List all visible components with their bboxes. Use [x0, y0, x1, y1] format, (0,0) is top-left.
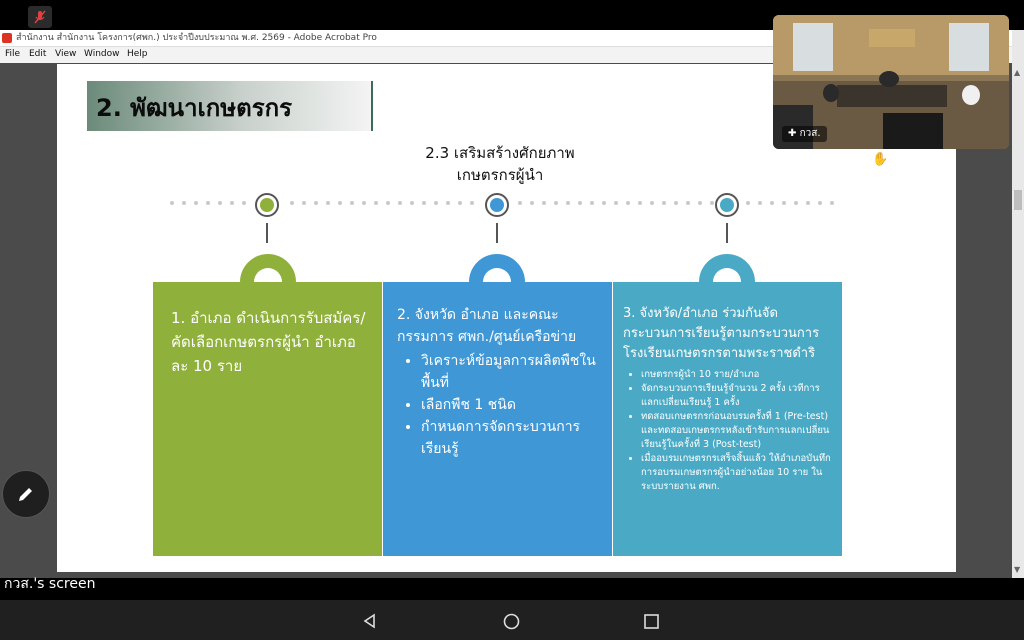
timeline-node-3 [715, 193, 739, 217]
slide-heading: 2. พัฒนาเกษตรกร [96, 94, 293, 122]
timeline-dot [434, 201, 438, 205]
timeline-dot [518, 201, 522, 205]
acrobat-icon [2, 33, 12, 43]
timeline-dot [554, 201, 558, 205]
timeline-dot [578, 201, 582, 205]
timeline-dot [794, 201, 798, 205]
mic-muted-icon[interactable] [28, 6, 52, 28]
card-3-bullet: • เมื่ออบรมเกษตรกรเสร็จสิ้นแล้ว ให้อำเภอบันทึกการอบรมเกษตรกรผู้นำอย่างน้อย 10 ราย ในระบบรายงาน ศพก. [641, 452, 837, 494]
timeline-dot [374, 201, 378, 205]
timeline-dot [806, 201, 810, 205]
timeline-connector-2 [496, 223, 498, 243]
timeline-dot [662, 201, 666, 205]
timeline-dot [698, 201, 702, 205]
timeline-dot [218, 201, 222, 205]
timeline-dot [542, 201, 546, 205]
timeline-dot [398, 201, 402, 205]
step-card-1 [153, 282, 382, 556]
timeline-connector-1 [266, 223, 268, 243]
card-3-bullet: • เกษตรกรผู้นำ 10 ราย/อำเภอ [641, 368, 837, 382]
timeline-dot [422, 201, 426, 205]
timeline-dot [674, 201, 678, 205]
card-1-title: 1. อำเภอ ดำเนินการรับสมัคร/คัดเลือกเกษตรกรผู้นำ อำเภอละ 10 ราย [171, 309, 366, 375]
timeline-dot [470, 201, 474, 205]
timeline-dot [362, 201, 366, 205]
timeline-dot [782, 201, 786, 205]
menu-view[interactable]: View [55, 49, 77, 59]
timeline-dot [650, 201, 654, 205]
menu-help[interactable]: Help [127, 49, 148, 59]
screen-share-caption: กวส.'s screen [4, 576, 96, 592]
card-3-bullet: • ทดสอบเกษตรกรก่อนอบรมครั้งที่ 1 (Pre-test) และทดสอบเกษตรกรหลังเข้ารับการแลกเปลี่ยนเรียนรู้ในครั้งที่ 3 (Post-test) [641, 410, 837, 452]
card-3-bullet: • จัดกระบวนการเรียนรู้จำนวน 2 ครั้ง เวทีการแลกเปลี่ยนเรียนรู้ 1 ครั้ง [641, 382, 837, 410]
timeline-dot [566, 201, 570, 205]
hand-cursor-icon: ✋ [872, 152, 889, 167]
timeline-dot [206, 201, 210, 205]
timeline-dot [758, 201, 762, 205]
back-icon[interactable] [362, 613, 378, 629]
timeline-dot [746, 201, 750, 205]
home-icon[interactable] [503, 613, 520, 630]
card-2-bullet: • เลือกพืช 1 ชนิด [421, 394, 603, 416]
step-card-3 [613, 282, 842, 556]
window-title: สำนักงาน สำนักงาน โครงการ(ศพก.) ประจำปีงบประมาณ พ.ศ. 2569 - Adobe Acrobat Pro [16, 33, 377, 43]
timeline-dot [350, 201, 354, 205]
video-name-label [782, 126, 827, 142]
pin-icon: ✚ [788, 128, 800, 139]
slide-subtitle [400, 142, 600, 186]
timeline-dot [386, 201, 390, 205]
card-3-title: 3. จังหวัด/อำเภอ ร่วมกันจัดกระบวนการเรียนรู้ตามกระบวนการโรงเรียนเกษตรกรตามพระราชดำริ [623, 306, 820, 361]
timeline-node-1 [255, 193, 279, 217]
timeline-dot [638, 201, 642, 205]
card-2-title: 2. จังหวัด อำเภอ และคณะกรรมการ ศพก./ศูนย์เครือข่าย [397, 307, 577, 345]
subtitle-line-1: 2.3 เสริมสร้างศักยภาพ [425, 144, 575, 162]
timeline-dot [770, 201, 774, 205]
scroll-down-icon[interactable]: ▼ [1014, 565, 1021, 574]
timeline-dot [290, 201, 294, 205]
timeline-connector-3 [726, 223, 728, 243]
timeline-dot [182, 201, 186, 205]
timeline-dot [410, 201, 414, 205]
menu-edit[interactable]: Edit [29, 49, 47, 59]
timeline-dot [818, 201, 822, 205]
android-nav-bar [0, 600, 1024, 640]
timeline-dot [242, 201, 246, 205]
timeline-dot [626, 201, 630, 205]
timeline-dot [170, 201, 174, 205]
menu-file[interactable]: File [5, 49, 21, 59]
timeline-node-2 [485, 193, 509, 217]
timeline-dot [326, 201, 330, 205]
timeline-dot [194, 201, 198, 205]
subtitle-line-2: เกษตรกรผู้นำ [456, 166, 544, 184]
menu-window[interactable]: Window [84, 49, 120, 59]
timeline-dot [314, 201, 318, 205]
timeline-dot [590, 201, 594, 205]
timeline-dot [686, 201, 690, 205]
timeline-dot [530, 201, 534, 205]
scroll-up-icon[interactable]: ▲ [1014, 68, 1021, 77]
recents-icon[interactable] [644, 614, 659, 629]
pen-icon [16, 484, 36, 504]
timeline-dot [230, 201, 234, 205]
vertical-scrollbar[interactable] [1012, 30, 1024, 578]
card-2-bullet: • วิเคราะห์ข้อมูลการผลิตพืชในพื้นที่ [421, 350, 603, 394]
annotate-pen-button[interactable] [2, 470, 50, 518]
timeline-dot [614, 201, 618, 205]
card-2-bullet: • กำหนดการจัดกระบวนการเรียนรู้ [421, 416, 603, 460]
timeline-dot [830, 201, 834, 205]
scrollbar-thumb[interactable] [1014, 190, 1022, 210]
video-name: กวส. [799, 128, 821, 139]
timeline-dot [338, 201, 342, 205]
timeline-dot [302, 201, 306, 205]
timeline-dot [710, 201, 714, 205]
timeline-dot [446, 201, 450, 205]
step-card-2 [383, 282, 612, 556]
timeline-dot [458, 201, 462, 205]
timeline-dot [602, 201, 606, 205]
